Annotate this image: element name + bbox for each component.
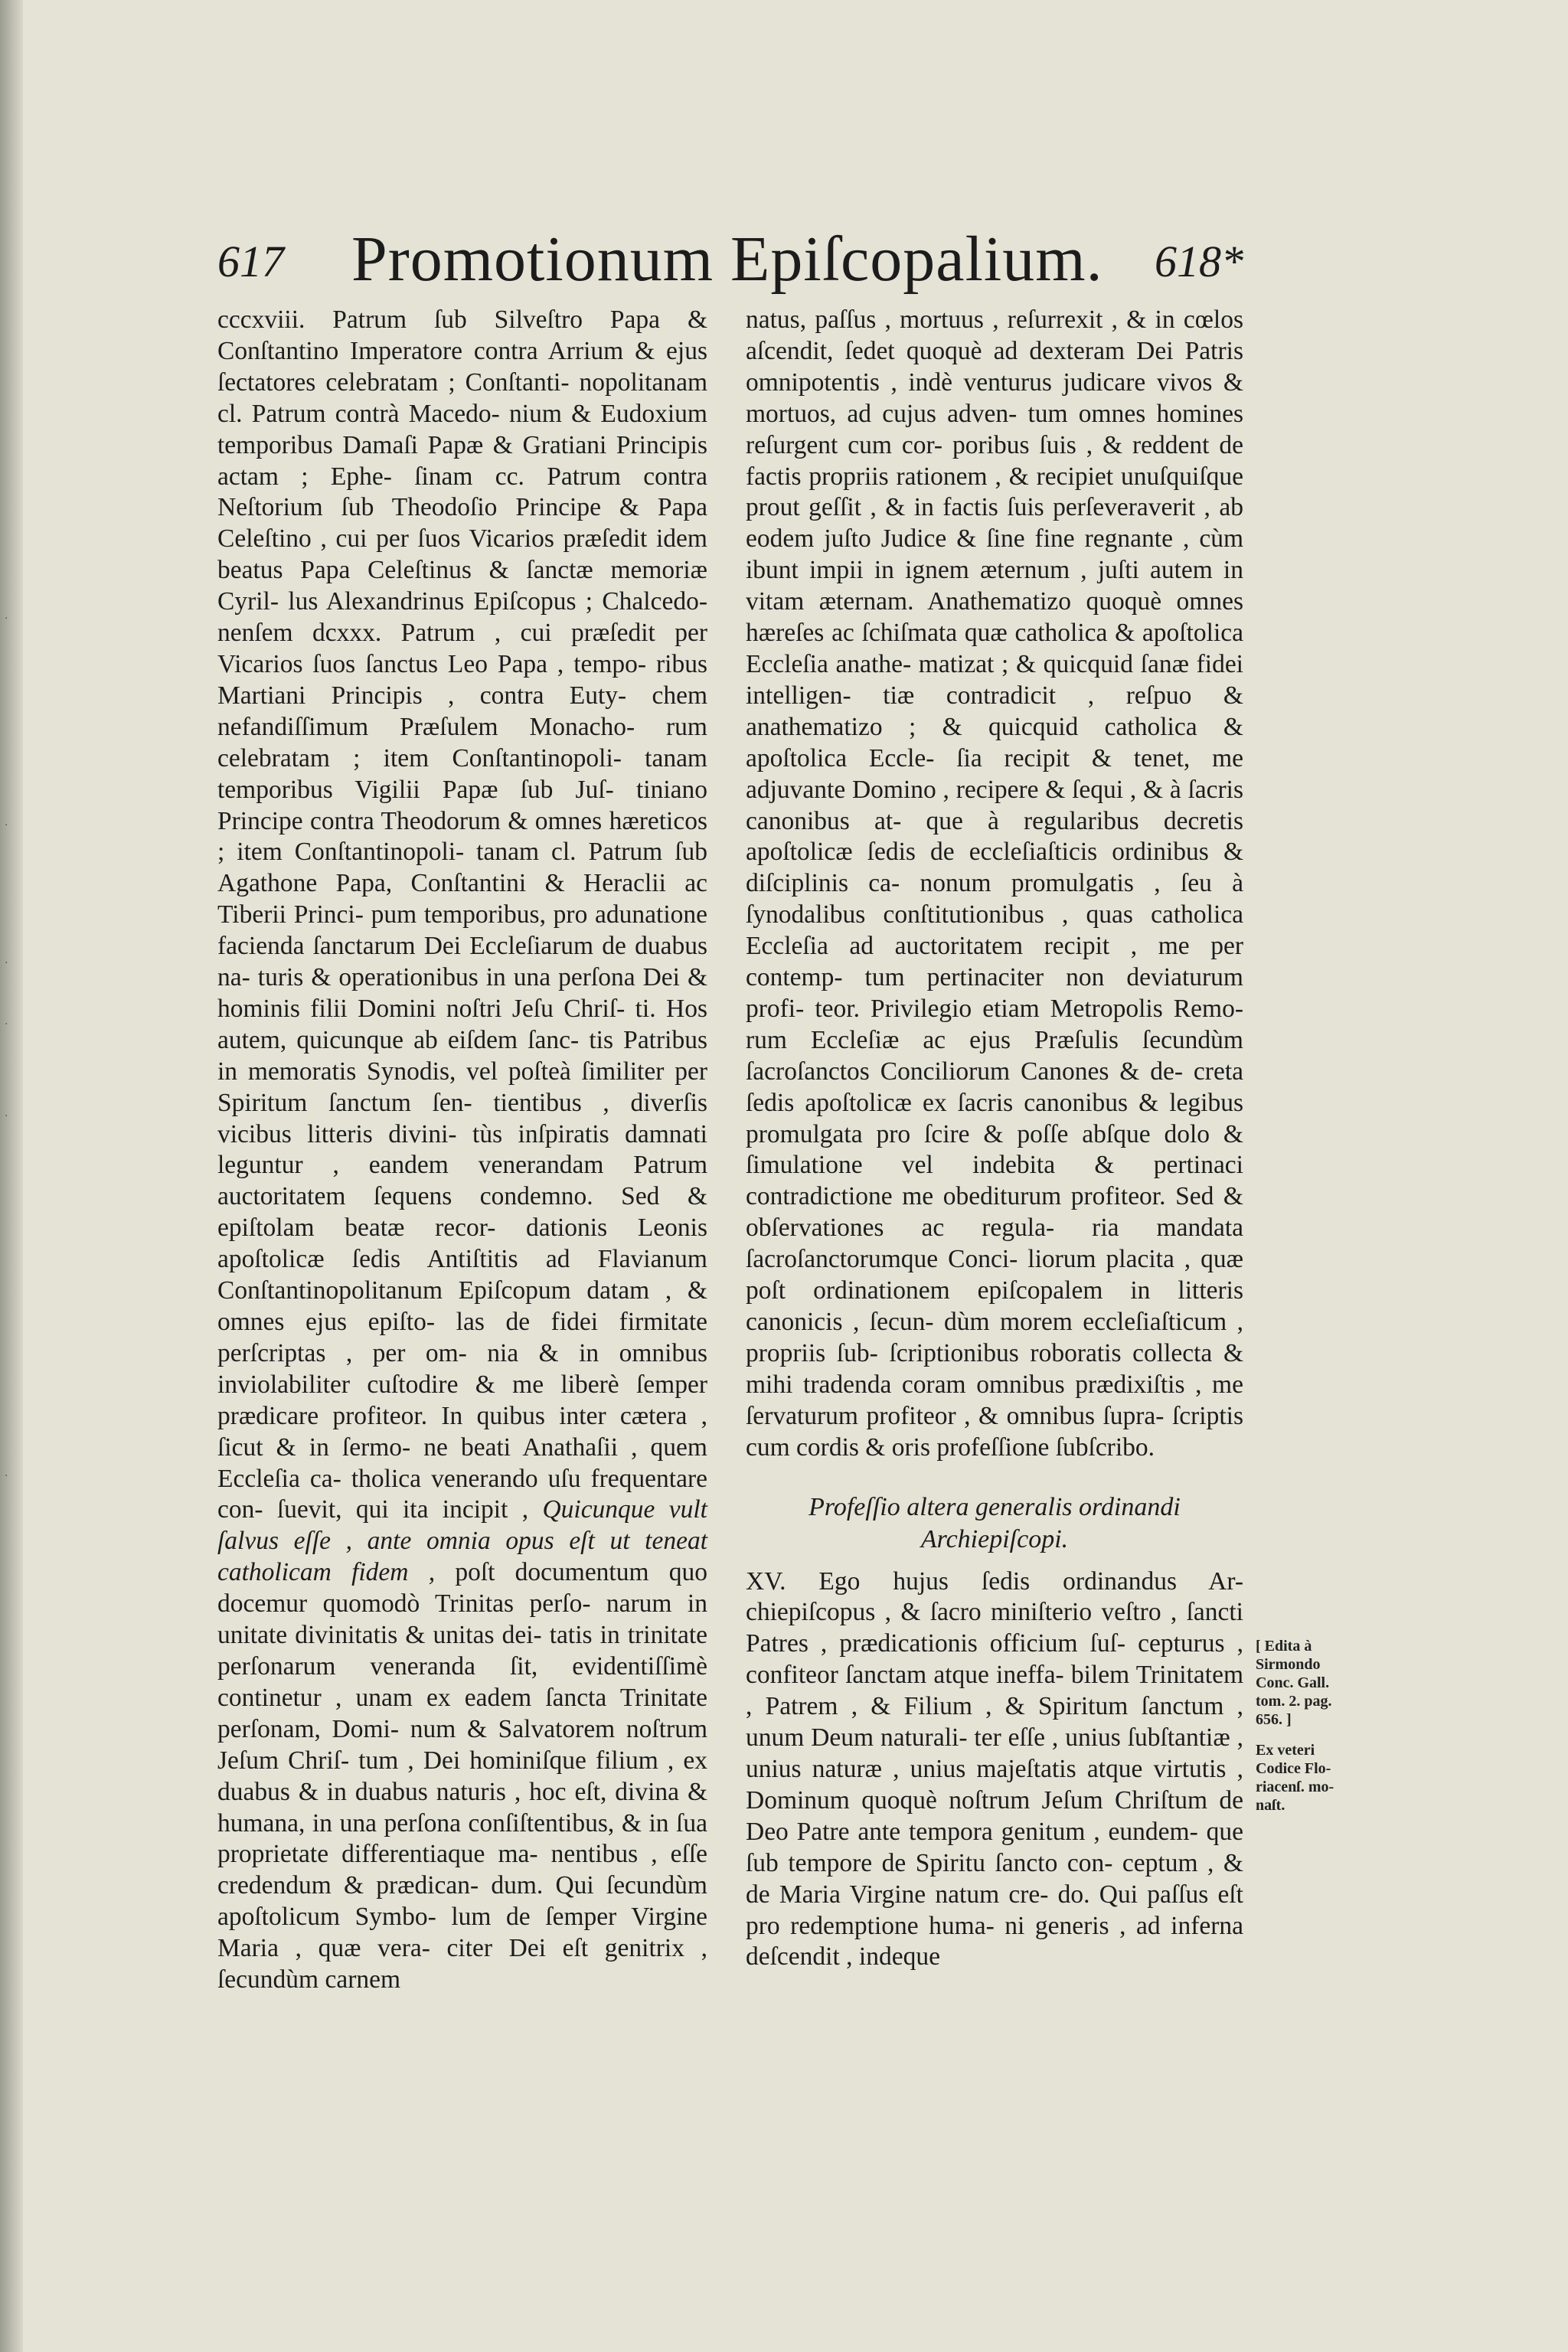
section-heading: Profeſſio altera generalis ordinandi Archiepiſcopi.: [808, 1492, 1181, 1553]
gutter-mark: ·: [5, 819, 8, 831]
creed-quote: Quicunque vult ſalvus eſſe , ante omnia opus eſt ut teneat catholicam fidem ,: [217, 1495, 707, 1587]
running-title: Promotionum Epiſcopalium.: [351, 224, 1103, 295]
margin-note-codex: Ex veteri Codice Flo- riacenſ. mo- naſt.: [1256, 1742, 1334, 1814]
gutter-mark: ·: [5, 957, 8, 969]
gutter-mark: ·: [5, 612, 8, 625]
margin-note-source: [ Edita à Sirmondo Conc. Gall. tom. 2. pag. 656. ]: [1256, 1638, 1332, 1728]
gutter-mark: ·: [5, 1110, 8, 1122]
right-text-part-1: natus, paſſus , mortuus , reſurrexit , & in cœlos aſcendit, ſedet quoquè ad dexteram Dei Patris omnipotentis , indè venturus judicare vivos & mortuos, ad cujus adven- tum omnes homines reſurgent cum cor- poribus ſuis , & reddent de factis propriis rationem , & recipiet unuſquiſque prout geſſit , & in factis ſuis perſeveraverit , ab eodem juſto Judice & ſine fine regnante , cùm ibunt impii in ignem æternum , juſti autem in vitam æternam. Anathematizo quoquè omnes hæreſes ac ſchiſmata quæ catholica & apoſtolica Eccleſia anathe- matizat ; & quicquid ſanæ fidei intelligen- tiæ contradicit , reſpuo & anathematizo ; & quicquid catholica & apoſtolica Eccle- ſia recipit & tenet, me adjuvante Domino , recipere & ſequi , & à ſacris canonibus at- que à regularibus decretis apoſtolicæ ſedis de eccleſiaſticis ordinibus & diſciplinis ca- nonum promulgatis , ſeu à ſynodalibus conſtitutionibus , quas catholica Eccleſia ad auctoritatem recipit , me per contemp- tum pertinaciter non deviaturum profi- teor. Privilegio etiam Metropolis Remo- rum Eccleſiæ ac ejus Præſulis ſecundùm ſacroſanctos Conciliorum Canones & de- creta ſedis apoſtolicæ ex ſacris canonibus & legibus promulgata pro ſcire & poſſe abſque dolo & ſimulatione vel indebita & pertinaci contradictione me obediturum profiteor. Sed & obſervationes ac regula- ria mandata ſacroſanctorumque Conci- liorum placita , quæ poſt ordinationem epiſcopalem in litteris canonicis , ſecun- dùm morem eccleſiaſticum , propriis ſub- ſcriptionibus roboratis collecta & mihi tradenda coram omnibus prædixiſtis , me ſervaturum profiteor , & omnibus ſupra- ſcriptis cum cordis & oris profeſſione ſubſcribo.: [746, 305, 1243, 1462]
gutter-mark: ·: [5, 1470, 8, 1482]
left-text-part-1: cccxviii. Patrum ſub Silveſtro Papa & Conſtantino Imperatore contra Arrium & ejus ſectatores celebratam ; Conſtanti- nopolitanam cl. Patrum contrà Macedo- nium & Eudoxium temporibus Damaſi Papæ & Gratiani Principis actam ; Ephe- ſinam cc. Patrum contra Neſtorium ſub Theodoſio Principe & Papa Celeſtino , cui per ſuos Vicarios præſedit idem beatus Papa Celeſtinus & ſanctæ memoriæ Cyril- lus Alexandrinus Epiſcopus ; Chalcedo- nenſem dcxxx. Patrum , cui præſedit per Vicarios ſuos ſanctus Leo Papa , tempo- ribus Martiani Principis , contra Euty- chem nefandiſſimum Præſulem Monacho- rum celebratam ; item Conſtantinopoli- tanam temporibus Vigilii Papæ ſub Juſ- tiniano Principe contra Theodorum & omnes hæreticos ; item Conſtantinopoli- tanam cl. Patrum ſub Agathone Papa, Conſtantini & Heraclii ac Tiberii Princi- pum temporibus, pro adunatione facienda ſanctarum Dei Eccleſiarum de duabus na- turis & operationibus in una perſona Dei & hominis filii Domini noſtri Jeſu Chriſ- ti. Hos autem, quicunque ab eiſdem ſanc- tis Patribus in memoratis Synodis, vel poſteà ſimiliter per Spiritum ſanctum ſen- tientibus , diverſis vicibus litteris divini- tùs inſpiratis damnati leguntur , eandem venerandam Patrum auctoritatem ſequens condemno. Sed & epiſtolam beatæ recor- dationis Leonis apoſtolicæ ſedis Antiſtitis ad Flavianum Conſtantinopolitanum Epiſcopum datam , & omnes ejus epiſto- las de fidei firmitate perſcriptas , per om- nia & in omnibus inviolabiliter cuſtodire & me liberè ſemper prædicare profiteor. In quibus inter cætera , ſicut & in ſermo- ne beati Anathaſii , quem Eccleſia ca- tholica venerando uſu frequentare con- ſuevit, qui ita incipit ,: [217, 305, 707, 1524]
page-number-left: 617: [217, 237, 284, 286]
left-column: [217, 305, 707, 1996]
left-column-text: [217, 305, 707, 1996]
gutter-mark: ·: [5, 1018, 8, 1031]
right-column: [746, 305, 1243, 1973]
left-text-part-2: poſt documentum quo docemur quomodò Trinitas perſo- narum in unitate divinitatis & unitas dei- tatis in trinitate perſonarum veneranda ſit, evidentiſſimè continetur , unam ex eadem ſancta Trinitate perſonam, Domi- num & Salvatorem noſtrum Jeſum Chriſ- tum , Dei hominiſque filium , ex duabus & in duabus naturis , hoc eſt, divina & humana, in una perſona conſiſtentibus, & in ſua proprietate differentiaque ma- nentibus , eſſe credendum & prædican- dum. Qui ſecundùm apoſtolicum Symbo- lum de ſemper Virgine Maria , quæ vera- citer Dei eſt genitrix , ſecundùm carnem: [217, 1558, 708, 1994]
binding-gutter: [0, 0, 23, 2352]
page-header: [217, 222, 1243, 314]
page-number-right: 618*: [1155, 237, 1243, 286]
right-text-part-2: XV. Ego hujus ſedis ordinandus Ar- chiepiſcopus , & ſacro miniſterio veſtro , ſancti Patres , prædicationis officium ſuſ- cepturus , confiteor ſanctam atque ineffa- bilem Trinitatem , Patrem , & Filium , & Spiritum ſanctum , unum Deum naturali- ter eſſe , unius ſubſtantiæ , unius naturæ , unius majeſtatis atque virtutis , Dominum quoquè noſtrum Jeſum Chriſtum de Deo Patre ante tempora genitum , eundem- que ſub tempore de Spiritu ſancto con- ceptum , & de Maria Virgine natum cre- do. Qui paſſus eſt pro redemptione huma- ni generis , ad inferna deſcendit , indeque: [746, 1566, 1243, 1971]
